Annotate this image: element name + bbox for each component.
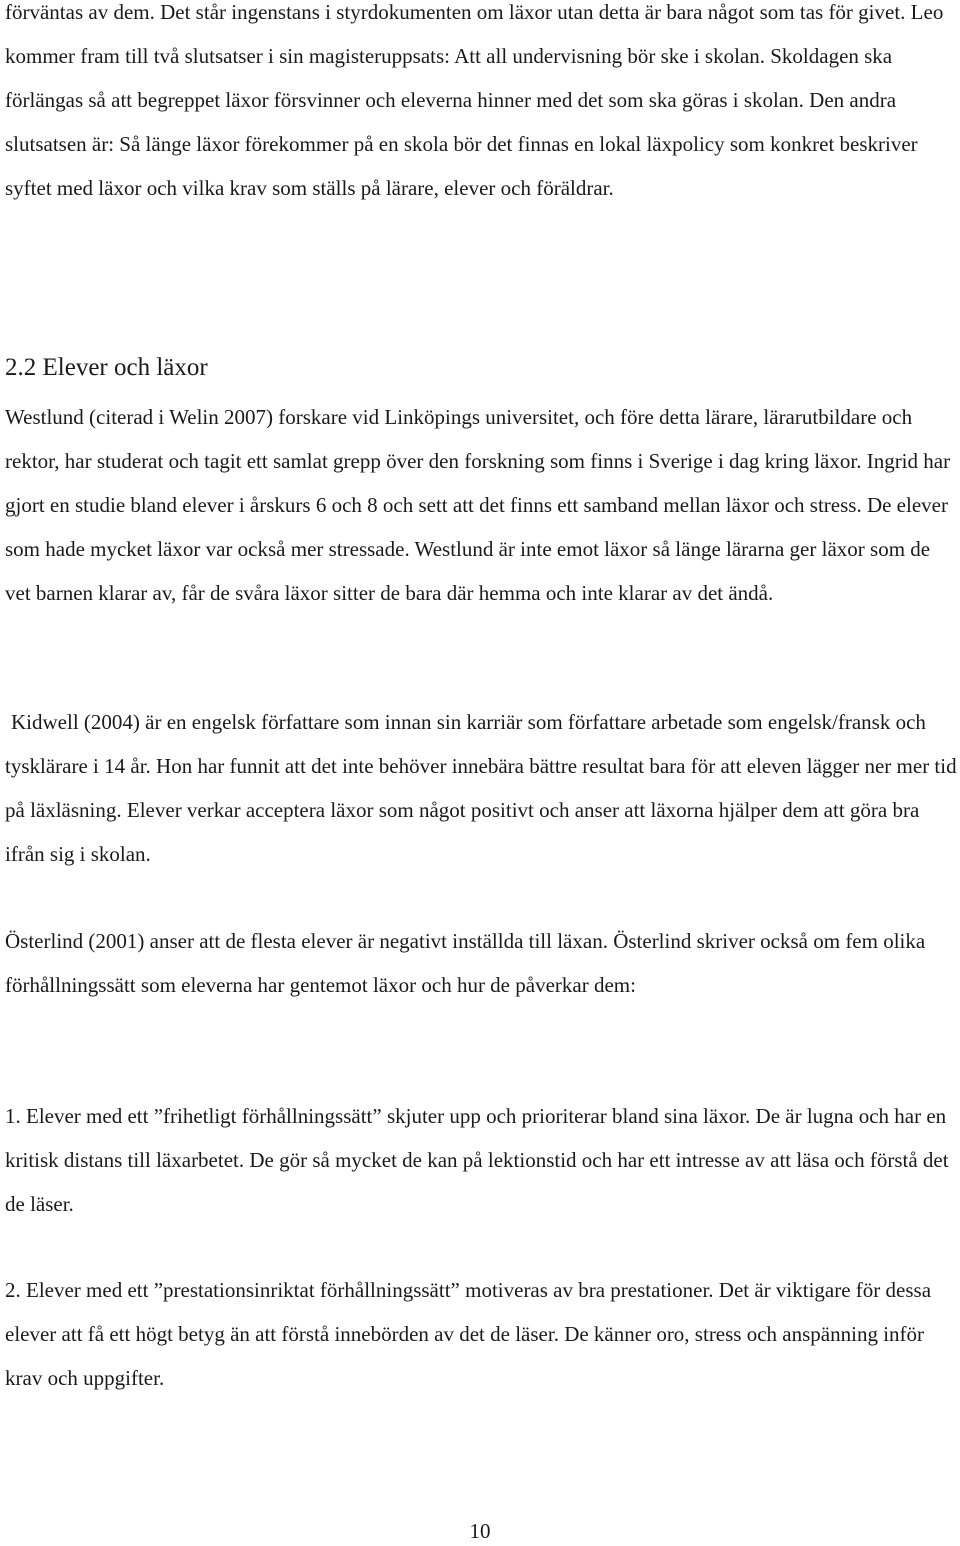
paragraph-westlund: Westlund (citerad i Welin 2007) forskare vid Linköpings universitet, och före detta lärare, lärarutbildare och rektor, har studerat och tagit ett samlat grepp över den forskning som finns i Sverige i dag kring läxor. Ingrid har gjort en studie bland elever i årskurs 6 och 8 och sett att det finns ett samband mellan läxor och stress. De elever som hade mycket läxor var också mer stressade. Westlund är inte emot läxor så länge lärarna ger läxor som de vet barnen klarar av, får de svåra läxor sitter de bara där hemma och inte klarar av det ändå. [5,405,951,605]
page-number: 10 [469,1519,491,1543]
list-item-1: 1. Elever med ett ”frihetligt förhållningssätt” skjuter upp och prioriterar bland sina läxor. De är lugna och har en kritisk distans till läxarbetet. De gör så mycket de kan på lektionstid och har ett intresse av att läsa och förstå det de läser. [5,1104,949,1216]
paragraph-kidwell [5,700,960,876]
section-heading: 2.2 Elever och läxor [5,354,208,381]
list-item-2: 2. Elever med ett ”prestationsinriktat förhållningssätt” motiveras av bra prestationer. Det är viktigare för dessa elever att få ett högt betyg än att förstå innebörden av det de läser. De känner oro, stress och anspänning inför krav och uppgifter. [5,1278,932,1390]
paragraph-kidwell-text: Kidwell (2004) är en engelsk författare som innan sin karriär som författare arbetade som engelsk/fransk och tysklärare i 14 år. Hon har funnit att det inte behöver innebära bättre resultat bara för att eleven lägger ner mer tid på läxläsning. Elever verkar acceptera läxor som något positivt och anser att läxorna hjälper dem att göra bra ifrån sig i skolan. [5,710,957,866]
paragraph-osterlind: Österlind (2001) anser att de flesta elever är negativt inställda till läxan. Österlind skriver också om fem olika förhållningssätt som eleverna har gentemot läxor och hur de påverkar dem: [5,929,926,997]
paragraph-intro: förväntas av dem. Det står ingenstans i styrdokumenten om läxor utan detta är bara något som tas för givet. Leo kommer fram till två slutsatser i sin magisteruppsats: Att all undervisning bör ske i skolan. Skoldagen ska förlängas så att begreppet läxor försvinner och eleverna hinner med det som ska göras i skolan. Den andra slutsatsen är: Så länge läxor förekommer på en skola bör det finnas en lokal läxpolicy som konkret beskriver syftet med läxor och vilka krav som ställs på lärare, elever och föräldrar. [5,0,944,200]
